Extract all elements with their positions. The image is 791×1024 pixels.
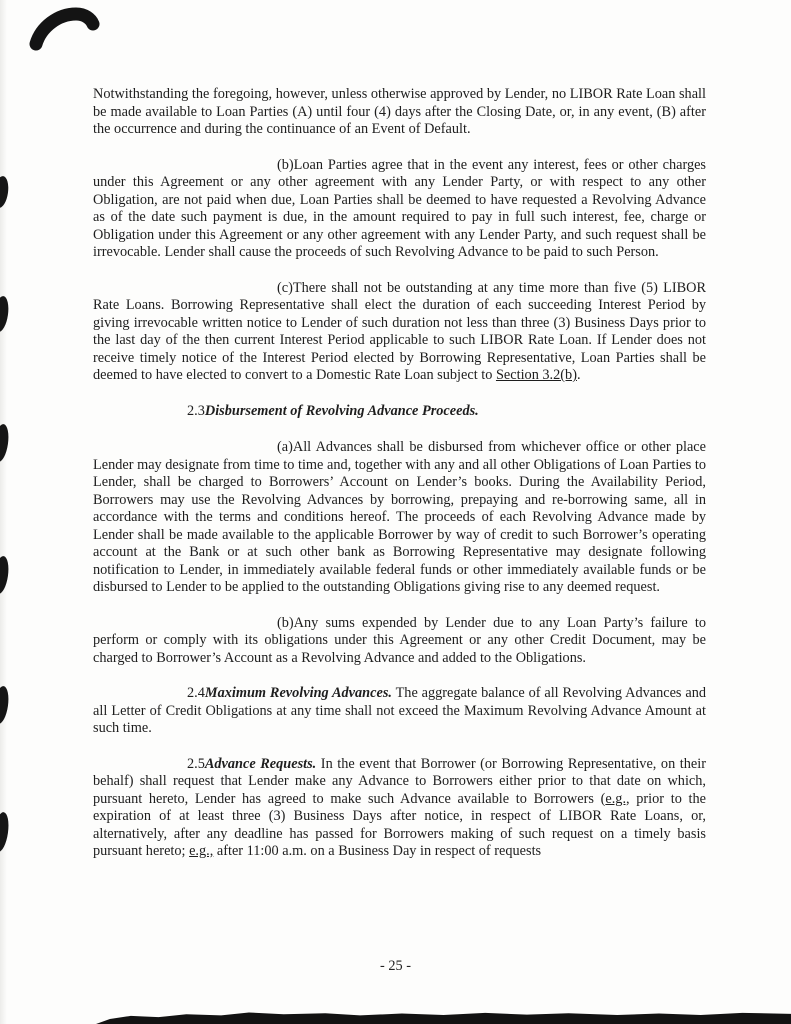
eg-reference: e.g., bbox=[189, 843, 214, 859]
section-number: 2.4 bbox=[187, 685, 205, 701]
paragraph-c-text: There shall not be outstanding at any time more than five (5) LIBOR Rate Loans. Borrowing Representative shall elect the duration of each succeeding Interest Period by giving irrevocable written notice to Lender of such duration not less than three (3) Business Days prior to the last day of the then current Interest Period applicable to such LIBOR Rate Loan. If Lender does not receive timely notice of the Interest Period elected by Borrowing Representative, Loan Parties shall be deemed to have elected to convert to a Domestic Rate Loan subject to bbox=[93, 279, 706, 383]
paragraph-c bbox=[93, 280, 706, 385]
section-2-4-text: The aggregate balance of all Revolving Advances and all Letter of Credit Obligations at any time shall not exceed the Maximum Revolving Advance Amount at such time. bbox=[93, 685, 706, 736]
ink-smudge-shape bbox=[26, 2, 102, 52]
clause-label: (c) bbox=[277, 279, 293, 296]
paragraph-b bbox=[93, 157, 706, 262]
section-title: Maximum Revolving Advances. bbox=[204, 685, 392, 701]
section-2-5-text-3: after 11:00 a.m. on a Business Day in respect of requests bbox=[213, 843, 542, 859]
paragraph-continuation bbox=[93, 86, 706, 139]
clause-label: (b) bbox=[277, 156, 294, 173]
eg-reference: e.g., bbox=[605, 790, 630, 807]
paragraph-b2-text: Any sums expended by Lender due to any Loan Party’s failure to perform or comply with its obligations under this Agreement or any other Credit Document, may be charged to Borrower’s Account as a Revolving Advance and added to the Obligations. bbox=[93, 614, 706, 666]
section-reference-link: Section 3.2(b) bbox=[495, 367, 577, 383]
paragraph-b2 bbox=[93, 615, 706, 668]
paragraph-b-text: Loan Parties agree that in the event any interest, fees or other charges under this Agreement or any other agreement with any Lender Party, or with respect to any other Obligation, are not paid when due, Loan Parties shall be deemed to have requested a Revolving Advance as of the date such payment is due, in the amount required to pay in full such interest, fee, charge or Obligation under this Agreement or any other agreement with any Lender Party, and such request shall be irrevocable. Lender shall cause the proceeds of such Revolving Advance to be paid to such Person. bbox=[93, 156, 706, 260]
section-2-4 bbox=[93, 685, 706, 738]
section-2-5-text-2: prior to the expiration of at least three (3) Business Days after notice, in respect of LIBOR Rate Loans, or, alternatively, after any deadline has passed for Borrowers making of such request on a timely basis pursuant hereto; bbox=[93, 790, 706, 859]
scan-edge-shading bbox=[0, 0, 7, 1024]
clause-label: (a) bbox=[277, 439, 293, 455]
section-title: Advance Requests. bbox=[204, 755, 317, 772]
clause-label: (b) bbox=[277, 614, 294, 631]
paragraph-a-text: All Advances shall be disbursed from whichever office or other place Lender may designate from time to time and, together with any and all other Obligations of Loan Parties to Lender, shall be charged to Borrowers’ Account on Lender’s books. During the Availability Period, Borrowers may use the Revolving Advances by borrowing, prepaying and re-borrowing same, all in accordance with the terms and conditions hereof. The proceeds of each Revolving Advance made by Lender shall be made available to the applicable Borrower by way of credit to such Borrower’s operating account at the Bank or at such other bank as Borrowing Representative may designate following notification to Lender, in immediately available federal funds or other immediately available funds or be disbursed to Lender to be applied to the outstanding Obligations giving rise to any deemed request. bbox=[93, 439, 706, 595]
document-body bbox=[93, 86, 706, 879]
paragraph-a bbox=[93, 439, 706, 597]
section-2-5-text: In the event that Borrower (or Borrowing Representative, on their behalf) shall request that Lender make any Advance to Borrowers either prior to that date on which, pursuant hereto, Lender has agreed to make such Advance available to Borrowers ( bbox=[93, 755, 706, 807]
scan-smudge-icon bbox=[26, 2, 102, 52]
section-number: 2.5 bbox=[187, 755, 205, 772]
paragraph-c-text-after: . bbox=[576, 367, 581, 383]
section-number: 2.3 bbox=[187, 402, 205, 419]
scan-streak-icon bbox=[96, 1006, 791, 1024]
page-number: - 25 - bbox=[380, 958, 411, 974]
paragraph-continuation-text: Notwithstanding the foregoing, however, unless otherwise approved by Lender, no LIBOR Rate Loan shall be made available to Loan Parties (A) until four (4) days after the Closing Date, or, in any event, (B) after the occurrence and during the continuance of an Event of Default. bbox=[93, 86, 706, 137]
section-title: Disbursement of Revolving Advance Proceeds. bbox=[204, 402, 479, 419]
section-2-5 bbox=[93, 756, 706, 861]
section-heading-2-3 bbox=[93, 403, 706, 421]
